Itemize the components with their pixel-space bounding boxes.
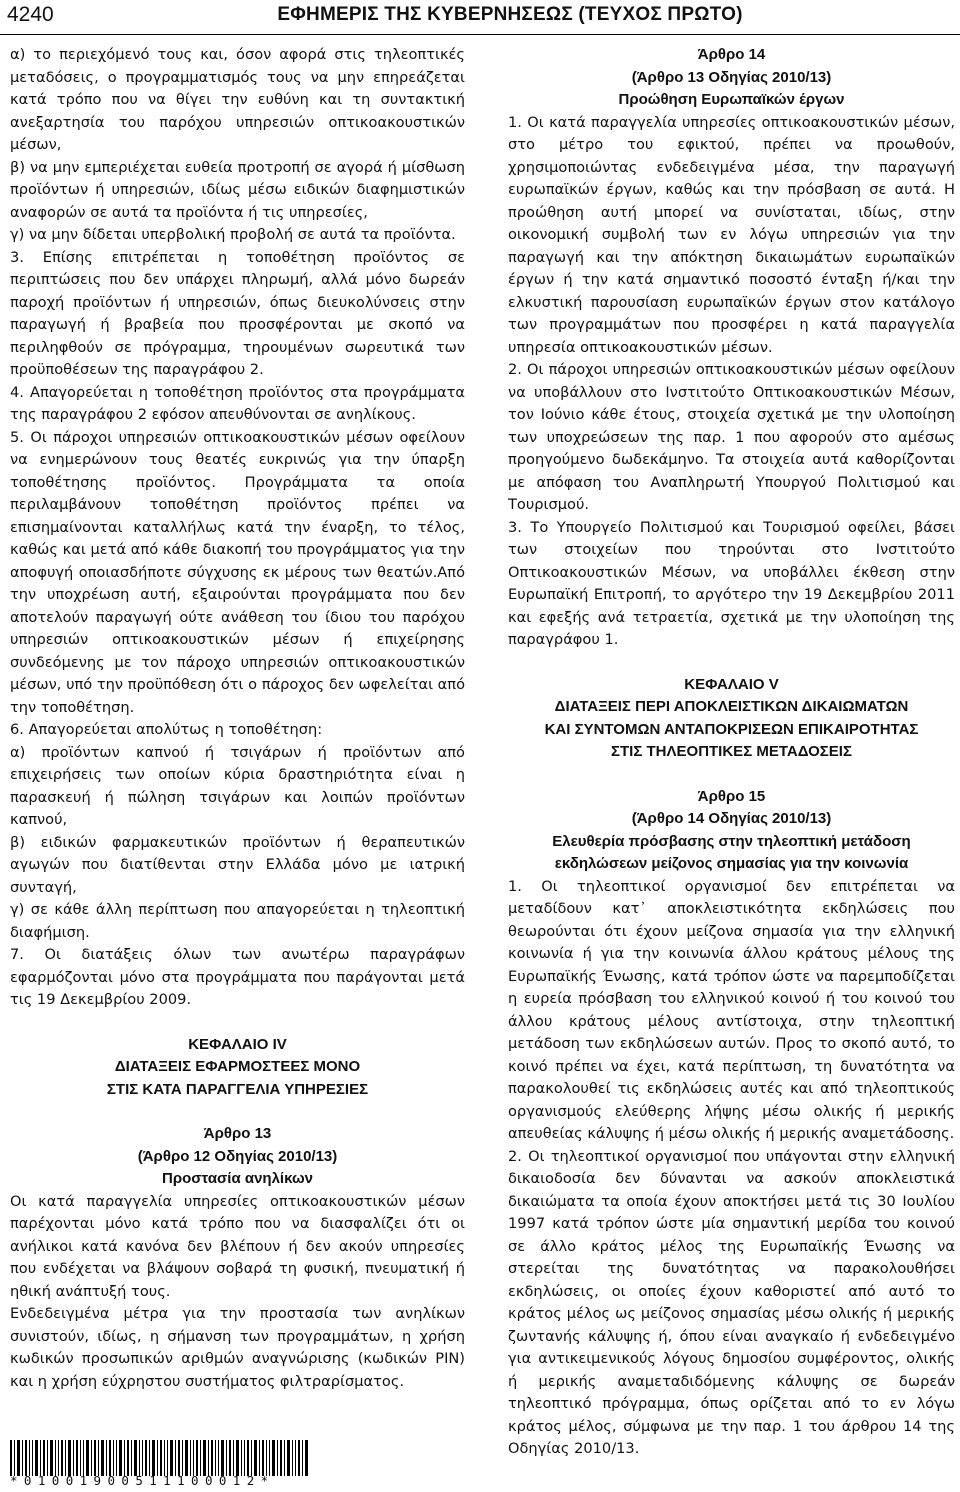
barcode-number: *01001900511100012*: [10, 1473, 275, 1488]
article-title: εκδηλώσεων μείζονος σημασίας για την κοινωνία: [554, 855, 909, 872]
article-heading: Άρθρο 14: [697, 46, 766, 63]
paragraph: β) ειδικών φαρμακευτικών προϊόντων ή θεραπευτικών αγωγών που διατίθενται στην Ελλάδα μόνο με ιατρική συνταγή,: [10, 833, 465, 896]
article-heading: (Άρθρο 13 Οδηγίας 2010/13): [631, 68, 832, 86]
paragraph: α) το περιεχόμενό τους και, όσον αφορά στις τηλεοπτικές μεταδόσεις, ο προγραμματισμός τους να μην επηρεάζεται κατά τρόπο που να θίγει την ευθύνη και τη συντακτική ανεξαρτησία του παρόχου υπηρεσιών οπτικοακουστικών μέσων,: [10, 46, 465, 153]
left-column: [10, 44, 465, 1393]
article-title: Προστασία ανηλίκων: [162, 1170, 313, 1187]
article-title: Ελευθερία πρόσβασης στην τηλεοπτική μετάδοση: [552, 832, 911, 850]
paragraph: 7. Οι διατάξεις όλων των ανωτέρω παραγράφων εφαρμόζονται μόνο στα προγράμματα που παράγονται μετά τις 19 Δεκεμβρίου 2009.: [10, 946, 465, 1008]
paragraph: 5. Οι πάροχοι υπηρεσιών οπτικοακουστικών μέσων οφείλουν να ενημερώνουν τους θεατές ευκρινώς για την ύπαρξη τοποθέτησης προϊόντος. Προγράμματα τα οποία περιλαμβάνουν τοποθέτηση προϊόντος πρέπει να επισημαίνονται καταλλήλως κατά την έναρξη, το τέλος, καθώς και μετά από κάθε διακοπή του προγράμματος για την αποφυγή οποιασδήποτε σύγχυσης εκ μέρους των θεατών.Από την υποχρέωση αυτή, εξαιρούνται προγράμματα που δεν αποτελούν παραγωγή ούτε ανάθεση του ίδιου του παρόχου υπηρεσιών οπτικοακουστικών μέσων ή επιχείρησης συνδεόμενης με τον πάροχο υπηρεσιών οπτικοακουστικών μέσων, υπό την προϋπόθεση ότι ο πάροχος δεν ωφελείται από την τοποθέτηση.: [10, 428, 465, 716]
page-header: [0, 0, 960, 35]
gazette-title: ΕΦΗΜΕΡΙΣ ΤΗΣ ΚΥΒΕΡΝΗΣΕΩΣ (ΤΕΥΧΟΣ ΠΡΩΤΟ): [277, 4, 743, 25]
paragraph: 4. Απαγορεύεται η τοποθέτηση προϊόντος στα προγράμματα της παραγράφου 2 εφόσον απευθύνονται σε ανηλίκους.: [10, 383, 465, 423]
paragraph: β) να μην εμπεριέχεται ευθεία προτροπή σε αγορά ή μίσθωση προϊόντων ή υπηρεσιών, ιδίως μέσω ειδικών διαφημιστικών αναφορών σε αυτά τα προϊόντα ή τις υπηρεσίες,: [10, 158, 465, 221]
page-number: 4240: [7, 3, 54, 26]
barcode: [10, 1440, 310, 1476]
paragraph: 1. Οι κατά παραγγελία υπηρεσίες οπτικοακουστικών μέσων, στο μέτρο του εφικτού, πρέπει να προωθούν, χρησιμοποιώντας ενδεδειγμένα μέσα, την παραγωγή ευρωπαϊκών έργων, καθώς και την πρόσβαση σε αυτά. Η προώθηση αυτή μπορεί να συνίσταται, ιδίως, στην οικονομική συμβολή των εν λόγω υπηρεσιών για την παραγωγή και την απόκτηση δικαιωμάτων ευρωπαϊκών έργων ή την κατά σημαντικό ποσοστό ένταξη ή/και την ελκυστική παρουσίαση ευρωπαϊκών έργων στον κατάλογο των προγραμμάτων που προσφέρει η κατά παραγγελία υπηρεσία οπτικοακουστικών μέσων.: [508, 113, 955, 356]
paragraph: 2. Οι τηλεοπτικοί οργανισμοί που υπάγονται στην ελληνική δικαιοδοσία δεν δύνανται να ασκούν αποκλειστικά δικαιώματα τα οποία έχουν αποκτήσει μετά τις 30 Ιουλίου 1997 κατά τρόπον ώστε μία σημαντική μερίδα του κοινού σε άλλο κράτος μέλος της Ευρωπαϊκής Ένωσης να στερείται της δυνατότητας να παρακολουθήσει εκδηλώσεις, οι οποίες έχουν καθοριστεί από αυτό το κράτος μέλος ως μείζονος σημασίας μέσω ολικής ή μερικής ζωντανής κάλυψης ή, όπου είναι αναγκαίο ή ενδεδειγμένο για αντικειμενικούς λόγους δημοσίου συμφέροντος, ολικής ή μερικής αναμεταδιδόμενης κάλυψης σε δωρεάν τηλεοπτικό πρόγραμμα, όπως ορίζεται από το εν λόγω κράτος μέλος, σύμφωνα με την παρ. 1 του άρθρου 14 της Οδηγίας 2010/13.: [508, 1147, 955, 1457]
chapter-heading: ΔΙΑΤΑΞΕΙΣ ΠΕΡΙ ΑΠΟΚΛΕΙΣΤΙΚΩΝ ΔΙΚΑΙΩΜΑΤΩΝ: [554, 698, 909, 715]
paragraph: α) προϊόντων καπνού ή τσιγάρων ή προϊόντων από επιχειρήσεις των οποίων κύρια δραστηριότητα είναι η παρασκευή ή πώληση τσιγάρων και λοιπών προϊόντων καπνού,: [10, 743, 465, 828]
paragraph: 3. Το Υπουργείο Πολιτισμού και Τουρισμού οφείλει, βάσει των στοιχείων που τηρούνται στο Ινστιτούτο Οπτικοακουστικών Μέσων, να υποβάλλει έκθεση στην Ευρωπαϊκή Επιτροπή, το αργότερο την 19 Δεκεμβρίου 2011 και εφεξής ανά τετραετία, σχετικά με την υλοποίηση της παραγράφου 1.: [508, 518, 955, 648]
article-heading: (Άρθρο 14 Οδηγίας 2010/13): [631, 810, 832, 827]
paragraph: Ενδεδειγμένα μέτρα για την προστασία των ανηλίκων συνιστούν, ιδίως, η σήμανση των προγραμμάτων, η χρήση κωδικών προσωπικών αριθμών αναγνώρισης (κωδικών PIN) και η χρήση εύχρηστου συστήματος φιλτραρίσματος.: [10, 1305, 465, 1390]
right-column: [508, 44, 955, 1461]
paragraph: γ) σε κάθε άλλη περίπτωση που απαγορεύεται η τηλεοπτική διαφήμιση.: [10, 901, 465, 941]
article-title: Προώθηση Ευρωπαϊκών έργων: [618, 91, 845, 108]
paragraph: Οι κατά παραγγελία υπηρεσίες οπτικοακουστικών μέσων παρέχονται μόνο κατά τρόπο που να διασφαλίζει ότι οι ανήλικοι κατά κανόνα δεν βλέπουν ή δεν ακούν υπηρεσίες που ενδέχεται να βλάψουν σοβαρά τη φυσική, πνευματική ή ηθική ανάπτυξή τους.: [10, 1192, 465, 1300]
chapter-heading: ΚΕΦΑΛΑΙΟ IV: [188, 1035, 287, 1053]
chapter-heading: ΣΤΙΣ ΤΗΛΕΟΠΤΙΚΕΣ ΜΕΤΑΔΟΣΕΙΣ: [611, 743, 852, 760]
chapter-heading: ΣΤΙΣ ΚΑΤΑ ΠΑΡΑΓΓΕΛΙΑ ΥΠΗΡΕΣΙΕΣ: [106, 1080, 369, 1098]
paragraph: 3. Επίσης επιτρέπεται η τοποθέτηση προϊόντος σε περιπτώσεις που δεν υπάρχει πληρωμή, αλλά μόνο δωρεάν παροχή προϊόντων ή υπηρεσιών, όπως διευκολύνσεις στην παραγωγή ή βραβεία που προσφέρονται με σκοπό να περιληφθούν σε πρόγραμμα, τηρουμένων σωρευτικά των προϋποθέσεων της παραγράφου 2.: [10, 248, 465, 378]
chapter-heading: ΔΙΑΤΑΞΕΙΣ ΕΦΑΡΜΟΣΤΕΕΣ ΜΟΝΟ: [114, 1058, 361, 1075]
article-heading: Άρθρο 13: [203, 1125, 272, 1142]
chapter-heading: ΚΕΦΑΛΑΙΟ V: [684, 675, 779, 693]
paragraph: 2. Οι πάροχοι υπηρεσιών οπτικοακουστικών μέσων οφείλουν να υποβάλλουν στο Ινστιτούτο Οπτικοακουστικών Μέσων, τον Ιούνιο κάθε έτους, στοιχεία σχετικά με την υλοποίηση των υποχρεώσεων της παρ. 1 που αφορούν στο αμέσως προηγούμενο δωδεκάμηνο. Τα στοιχεία αυτά καθορίζονται με απόφαση του Αναπληρωτή Υπουργού Πολιτισμού και Τουρισμού.: [508, 361, 955, 513]
chapter-heading: ΚΑΙ ΣΥΝΤΟΜΩΝ ΑΝΤΑΠΟΚΡΙΣΕΩΝ ΕΠΙΚΑΙΡΟΤΗΤΑΣ: [544, 720, 919, 738]
paragraph: 6. Απαγορεύεται απολύτως η τοποθέτηση:: [10, 721, 323, 738]
article-heading: Άρθρο 15: [697, 787, 766, 805]
paragraph: 1. Οι τηλεοπτικοί οργανισμοί δεν επιτρέπεται να μεταδίδουν κατ᾽ αποκλειστικότητα εκδηλώσεις που θεωρούνται ότι έχουν μείζονα σημασία για την ελληνική κοινωνία ή για την κοινωνία άλλου κράτους μέλους της Ευρωπαϊκής Ένωσης, κατά τρόπον ώστε να παρεμποδίζεται η ευρεία πρόσβαση του ελληνικού κοινού ή του κοινού του άλλου κράτους μέλους αντίστοιχα, στην τηλεοπτική μετάδοση των εκδηλώσεων αυτών. Προς το σκοπό αυτό, το κοινό πρέπει να έχει, κατά περίπτωση, τη δυνατότητα να παρακολουθεί τις εκδηλώσεις αυτές και από τηλεοπτικούς οργανισμούς ελεύθερης λήψης μέσω ολικής ή μερικής απευθείας κάλυψης ή μέσω ολικής ή μερικής αναμετάδοσης.: [508, 877, 955, 1142]
article-heading: (Άρθρο 12 Οδηγίας 2010/13): [137, 1147, 338, 1165]
paragraph: γ) να μην δίδεται υπερβολική προβολή σε αυτά τα προϊόντα.: [10, 226, 456, 243]
